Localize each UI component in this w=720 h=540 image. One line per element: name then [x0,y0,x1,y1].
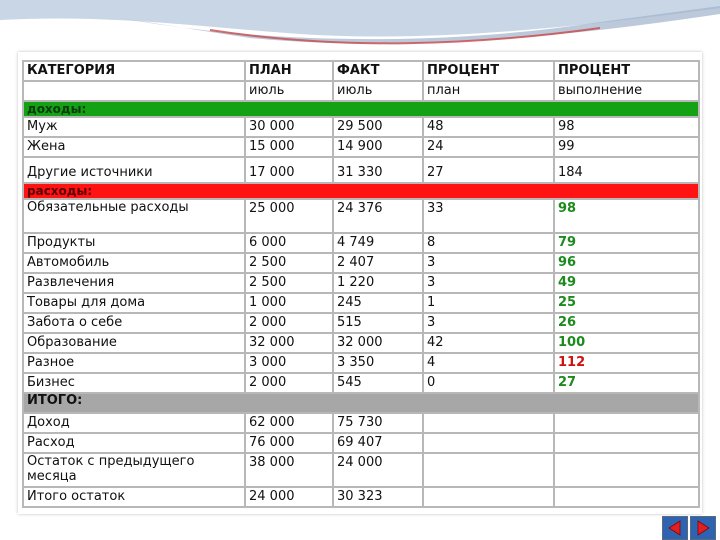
header-plan: ПЛАН [245,61,333,81]
arrow-left-icon [663,517,687,539]
row-percent-plan [423,453,554,487]
row-percent-plan [423,433,554,453]
row-fact: 30 323 [333,487,423,507]
table-row [23,313,699,333]
row-fact: 31 330 [333,157,423,183]
table-row [23,433,699,453]
row-plan: 6 000 [245,233,333,253]
row-fact: 24 376 [333,199,423,233]
row-percent-plan: 1 [423,293,554,313]
row-plan: 2 500 [245,253,333,273]
section-totals [23,393,699,413]
header-fact-month: июль [333,81,423,101]
table-row [23,293,699,313]
row-percent-execution [554,413,699,433]
row-percent-execution: 112 [554,353,699,373]
row-plan: 2 500 [245,273,333,293]
row-fact: 75 730 [333,413,423,433]
header-category: КАТЕГОРИЯ [23,61,245,81]
section-income [23,101,699,117]
row-percent-execution: 98 [554,199,699,233]
decorative-header-swoosh [0,0,720,60]
row-fact: 1 220 [333,273,423,293]
row-category: Расход [23,433,245,453]
row-plan: 15 000 [245,137,333,157]
table-row [23,199,699,233]
row-percent-plan: 48 [423,117,554,137]
table-row [23,353,699,373]
header-percent-plan-sub: план [423,81,554,101]
section-income-label: доходы: [23,101,699,117]
row-plan: 62 000 [245,413,333,433]
row-plan: 25 000 [245,199,333,233]
row-category: Товары для дома [23,293,245,313]
row-category: Другие источники [23,157,245,183]
row-percent-execution [554,433,699,453]
row-percent-plan: 3 [423,273,554,293]
row-category: Разное [23,353,245,373]
row-plan: 17 000 [245,157,333,183]
row-plan: 2 000 [245,373,333,393]
table-row [23,487,699,507]
row-plan: 2 000 [245,313,333,333]
table-row [23,453,699,487]
row-percent-execution: 49 [554,273,699,293]
table-row [23,273,699,293]
row-plan: 32 000 [245,333,333,353]
row-category: Остаток с предыдущего месяца [23,453,245,487]
row-fact: 515 [333,313,423,333]
row-category: Забота о себе [23,313,245,333]
row-category: Итого остаток [23,487,245,507]
row-percent-plan: 3 [423,253,554,273]
row-plan: 38 000 [245,453,333,487]
row-category: Обязательные расходы [23,199,245,233]
row-fact: 545 [333,373,423,393]
prev-slide-button[interactable] [662,516,688,540]
row-percent-plan [423,487,554,507]
row-category: Развлечения [23,273,245,293]
row-percent-execution [554,487,699,507]
row-percent-plan: 33 [423,199,554,233]
row-percent-plan: 24 [423,137,554,157]
row-category: Муж [23,117,245,137]
row-percent-execution [554,453,699,487]
row-percent-execution: 98 [554,117,699,137]
row-fact: 24 000 [333,453,423,487]
row-fact: 4 749 [333,233,423,253]
table-row [23,137,699,157]
header-percent-execution-sub: выполнение [554,81,699,101]
table-row [23,117,699,137]
table-row [23,157,699,183]
budget-table [22,60,700,508]
row-plan: 1 000 [245,293,333,313]
row-category: Автомобиль [23,253,245,273]
header-subrow [23,81,699,101]
table-row [23,373,699,393]
row-plan: 30 000 [245,117,333,137]
row-percent-plan: 42 [423,333,554,353]
row-category: Жена [23,137,245,157]
row-fact: 29 500 [333,117,423,137]
header-plan-month: июль [245,81,333,101]
row-fact: 2 407 [333,253,423,273]
row-fact: 14 900 [333,137,423,157]
row-percent-execution: 25 [554,293,699,313]
section-expenses-label: расходы: [23,183,699,199]
row-percent-execution: 96 [554,253,699,273]
row-percent-plan: 3 [423,313,554,333]
table-row [23,413,699,433]
row-percent-execution: 27 [554,373,699,393]
header-fact: ФАКТ [333,61,423,81]
row-percent-plan: 4 [423,353,554,373]
row-percent-execution: 184 [554,157,699,183]
row-plan: 3 000 [245,353,333,373]
row-percent-execution: 26 [554,313,699,333]
header-row [23,61,699,81]
row-fact: 32 000 [333,333,423,353]
row-fact: 3 350 [333,353,423,373]
table-row [23,253,699,273]
section-expenses [23,183,699,199]
row-plan: 76 000 [245,433,333,453]
row-fact: 69 407 [333,433,423,453]
row-category: Образование [23,333,245,353]
header-percent-plan: ПРОЦЕНТ [423,61,554,81]
table-row [23,233,699,253]
section-totals-label: ИТОГО: [23,393,699,413]
row-percent-plan [423,413,554,433]
row-fact: 245 [333,293,423,313]
row-category: Бизнес [23,373,245,393]
row-percent-plan: 8 [423,233,554,253]
arrow-right-icon [691,517,715,539]
row-percent-execution: 99 [554,137,699,157]
header-category-blank [23,81,245,101]
table-row [23,333,699,353]
header-percent-execution: ПРОЦЕНТ [554,61,699,81]
row-plan: 24 000 [245,487,333,507]
row-percent-plan: 27 [423,157,554,183]
row-percent-plan: 0 [423,373,554,393]
row-percent-execution: 79 [554,233,699,253]
next-slide-button[interactable] [690,516,716,540]
row-category: Продукты [23,233,245,253]
row-category: Доход [23,413,245,433]
row-percent-execution: 100 [554,333,699,353]
